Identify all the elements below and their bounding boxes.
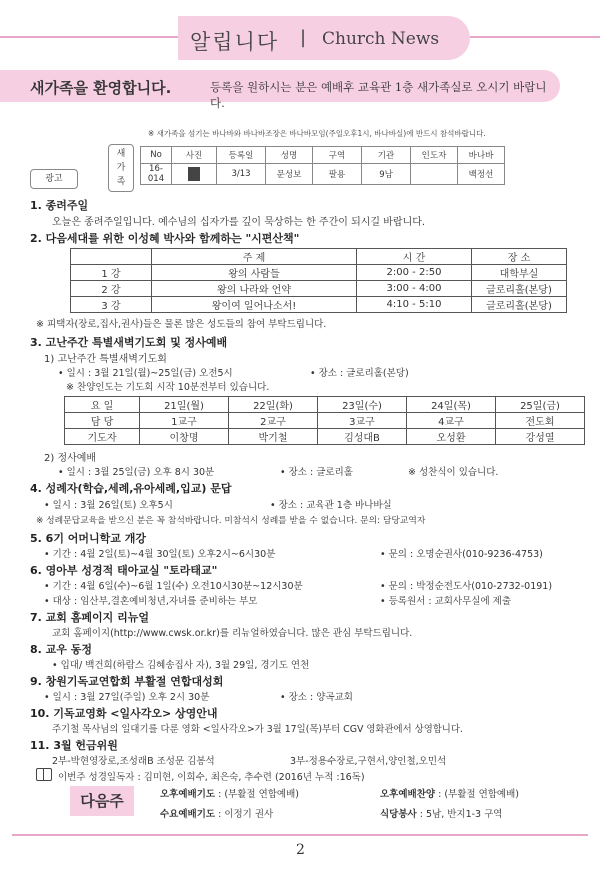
cell: 2:00 - 2:50 bbox=[357, 265, 472, 281]
welcome-heading: 새가족을 환영합니다. bbox=[30, 79, 172, 97]
cell: 3교구 bbox=[318, 413, 407, 429]
cell: 왕이여 일어나소서! bbox=[152, 297, 357, 313]
cell: 강성열 bbox=[496, 429, 585, 445]
next-meal bbox=[380, 806, 502, 820]
table-row bbox=[65, 413, 585, 429]
section-9-place: • 장소 : 양곡교회 bbox=[280, 692, 353, 703]
newfam-label-text: 새 가 족 bbox=[116, 149, 126, 187]
cell: 24일(목) bbox=[407, 397, 496, 413]
col-header: 장 소 bbox=[472, 249, 567, 265]
section-2-title: 2. 다음세대를 위한 이성혜 박사와 함께하는 "시편산책" bbox=[30, 232, 300, 245]
section-3-sub1: 1) 고난주간 특별새벽기도회 bbox=[44, 354, 167, 365]
next-pm-prayer-label: 오후예배기도 bbox=[160, 789, 216, 800]
cell: 1 강 bbox=[71, 265, 152, 281]
section-1-text: 오늘은 종려주일입니다. 예수님의 십자가를 깊이 묵상하는 한 주간이 되시길 바랍니다. bbox=[52, 217, 426, 228]
cell: 대학부실 bbox=[472, 265, 567, 281]
section-3-place2: • 장소 : 글로리홀 bbox=[280, 467, 353, 478]
table-header-row bbox=[71, 249, 567, 265]
cell: 22일(화) bbox=[229, 397, 318, 413]
col-header: 시 간 bbox=[357, 249, 472, 265]
cell: 9남 bbox=[362, 164, 411, 185]
newfam-label bbox=[108, 144, 134, 192]
cell bbox=[71, 249, 152, 265]
section-8-text: • 입대/ 백건희(하람스 김혜송집사 자), 3월 29일, 경기도 연천 bbox=[52, 660, 310, 671]
col-header: 사진 bbox=[172, 147, 217, 164]
cell: 3:00 - 4:00 bbox=[357, 281, 472, 297]
col-header: No bbox=[141, 147, 172, 164]
section-11-right: 3부-정용수장로,구현서,양인철,오민석 bbox=[290, 756, 447, 767]
cell: 16-014 bbox=[141, 164, 172, 185]
cell: 4교구 bbox=[407, 413, 496, 429]
table-row bbox=[65, 429, 585, 445]
next-wed-prayer bbox=[160, 806, 273, 820]
header bbox=[0, 10, 600, 66]
lecture-table bbox=[70, 248, 567, 313]
cell: 2교구 bbox=[229, 413, 318, 429]
next-pm-prayer bbox=[160, 786, 299, 800]
table-row bbox=[71, 265, 567, 281]
section-3-note2: ※ 성찬식이 있습니다. bbox=[408, 467, 499, 478]
section-3-title: 3. 고난주간 특별새벽기도회 및 정사예배 bbox=[30, 336, 228, 349]
next-pm-praise-value: : (부활절 연합예배) bbox=[438, 789, 519, 800]
newfam-table bbox=[140, 146, 505, 185]
section-3-date2: • 일시 : 3월 25일(금) 오후 8시 30분 bbox=[58, 467, 215, 478]
cell: 박기철 bbox=[229, 429, 318, 445]
cell: 25일(금) bbox=[496, 397, 585, 413]
section-4-title: 4. 성례자(학습,세례,유아세례,입교) 문답 bbox=[30, 482, 232, 495]
title-separator: | bbox=[300, 27, 307, 48]
cell: 글로리홀(본당) bbox=[472, 281, 567, 297]
cell: 오성환 bbox=[407, 429, 496, 445]
cell: 23일(수) bbox=[318, 397, 407, 413]
cell: 백정선 bbox=[458, 164, 505, 185]
section-1-title: 1. 종려주일 bbox=[30, 199, 89, 212]
section-6-target: • 대상 : 임산부,결혼예비청년,자녀를 준비하는 부모 bbox=[44, 596, 258, 607]
next-pm-praise-label: 오후예배찬양 bbox=[380, 789, 436, 800]
section-4-place: • 장소 : 교육관 1층 바나바실 bbox=[270, 500, 392, 511]
section-3-date: • 일시 : 3월 21일(월)~25일(금) 오전5시 bbox=[58, 368, 233, 379]
cell: 팔용 bbox=[313, 164, 362, 185]
cell: 3/13 bbox=[217, 164, 266, 185]
cell: 글로리홀(본당) bbox=[472, 297, 567, 313]
section-9-date: • 일시 : 3월 27일(주일) 오후 2시 30분 bbox=[44, 692, 210, 703]
section-6-contact: • 문의 : 박정순전도사(010-2732-0191) bbox=[380, 581, 553, 592]
next-week-label: 다음주 bbox=[70, 786, 134, 816]
photo-cell bbox=[172, 164, 217, 185]
next-wed-prayer-label: 수요예배기도 bbox=[160, 809, 216, 820]
col-header: 주 제 bbox=[152, 249, 357, 265]
section-7-title: 7. 교회 홈페이지 리뉴얼 bbox=[30, 611, 149, 624]
page-title: 알립니다 bbox=[190, 30, 280, 54]
row-label: 담 당 bbox=[65, 413, 140, 429]
table-row bbox=[65, 397, 585, 413]
section-5-contact: • 문의 : 오명순권사(010-9236-4753) bbox=[380, 549, 543, 560]
col-header: 등록일 bbox=[217, 147, 266, 164]
cell: 3 강 bbox=[71, 297, 152, 313]
ad-badge: 광고 bbox=[30, 169, 78, 189]
bible-reading-text: 이번주 성경일독자 : 김미현, 이희수, 최은숙, 추수련 (2016년 누적 :16독) bbox=[58, 772, 365, 783]
section-3-place: • 장소 : 글로리홀(본당) bbox=[310, 368, 409, 379]
section-6-period: • 기간 : 4월 6일(수)~6월 1일(수) 오전10시30분~12시30분 bbox=[44, 581, 303, 592]
table-row bbox=[141, 164, 505, 185]
newfam-note: ※ 새가족을 섬기는 바나바와 바나바조장은 바나바모임(주일오후1시, 바나바실)에 반드시 참석바랍니다. bbox=[148, 129, 486, 138]
next-meal-value: : 5남, 반지1-3 구역 bbox=[419, 809, 503, 820]
table-header-row bbox=[141, 147, 505, 164]
col-header: 기관 bbox=[362, 147, 411, 164]
welcome-text: 등록을 원하시는 분은 예배후 교육관 1층 새가족실로 오시기 바랍니다. bbox=[210, 80, 547, 110]
cell bbox=[411, 164, 458, 185]
section-4-date: • 일시 : 3월 26일(토) 오후5시 bbox=[44, 500, 173, 511]
page-number: 2 bbox=[296, 842, 305, 858]
row-label: 기도자 bbox=[65, 429, 140, 445]
section-10-text: 주기철 목사님의 일대기를 다룬 영화 <일사각오>가 3월 17일(목)부터 CGV 영화관에서 상영합니다. bbox=[52, 724, 463, 735]
cell: 2 강 bbox=[71, 281, 152, 297]
next-meal-label: 식당봉사 bbox=[380, 809, 417, 820]
cell: 김성대B bbox=[318, 429, 407, 445]
section-3-note: ※ 찬양인도는 기도회 시작 10분전부터 있습니다. bbox=[66, 382, 270, 393]
section-7-text: 교회 홈페이지(http://www.cwsk.or.kr)를 리뉴얼하였습니다. 많은 관심 부탁드립니다. bbox=[52, 628, 413, 639]
dawn-prayer-table bbox=[64, 396, 585, 445]
member-photo bbox=[188, 167, 200, 181]
table-row bbox=[71, 281, 567, 297]
cell: 왕의 나라와 언약 bbox=[152, 281, 357, 297]
section-6-title: 6. 영아부 성경적 태아교실 "토라태교" bbox=[30, 564, 218, 577]
col-header: 바나바 bbox=[458, 147, 505, 164]
table-row bbox=[71, 297, 567, 313]
section-10-title: 10. 기독교영화 <일사각오> 상영안내 bbox=[30, 707, 218, 720]
section-5-period: • 기간 : 4월 2일(토)~4월 30일(토) 오후2시~6시30분 bbox=[44, 549, 276, 560]
section-6-apply: • 등록원서 : 교회사무실에 제출 bbox=[380, 596, 512, 607]
book-icon bbox=[36, 768, 52, 781]
welcome-banner bbox=[0, 70, 560, 110]
section-9-title: 9. 창원기독교연합회 부활절 연합대성회 bbox=[30, 675, 224, 688]
cell: 문성보 bbox=[266, 164, 313, 185]
col-header: 성명 bbox=[266, 147, 313, 164]
section-5-title: 5. 6기 어머니학교 개강 bbox=[30, 532, 146, 545]
row-label: 요 일 bbox=[65, 397, 140, 413]
cell: 1교구 bbox=[140, 413, 229, 429]
next-pm-prayer-value: : (부활절 연합예배) bbox=[218, 789, 299, 800]
section-11-title: 11. 3월 헌금위원 bbox=[30, 739, 118, 752]
section-8-title: 8. 교우 동정 bbox=[30, 643, 92, 656]
footer-divider bbox=[12, 834, 588, 836]
section-4-note: ※ 성례문답교육을 받으신 분은 꼭 참석바랍니다. 미참석시 성례를 받을 수 없습니다. 문의: 담당교역자 bbox=[36, 516, 426, 526]
cell: 21일(월) bbox=[140, 397, 229, 413]
cell: 왕의 사람들 bbox=[152, 265, 357, 281]
page-title-en: Church News bbox=[322, 29, 440, 49]
cell: 전도회 bbox=[496, 413, 585, 429]
section-2-note: ※ 피택자(장로,집사,권사)들은 물론 많은 성도들의 참여 부탁드립니다. bbox=[36, 319, 327, 330]
cell: 이창명 bbox=[140, 429, 229, 445]
col-header: 인도자 bbox=[411, 147, 458, 164]
cell: 4:10 - 5:10 bbox=[357, 297, 472, 313]
next-wed-prayer-value: : 이정기 권사 bbox=[218, 809, 274, 820]
section-3-sub2: 2) 정사예배 bbox=[44, 453, 97, 464]
next-pm-praise bbox=[380, 786, 519, 800]
section-11-left: 2부-박현영장로,조성래B 조성문 김봉석 bbox=[52, 756, 215, 767]
col-header: 구역 bbox=[313, 147, 362, 164]
